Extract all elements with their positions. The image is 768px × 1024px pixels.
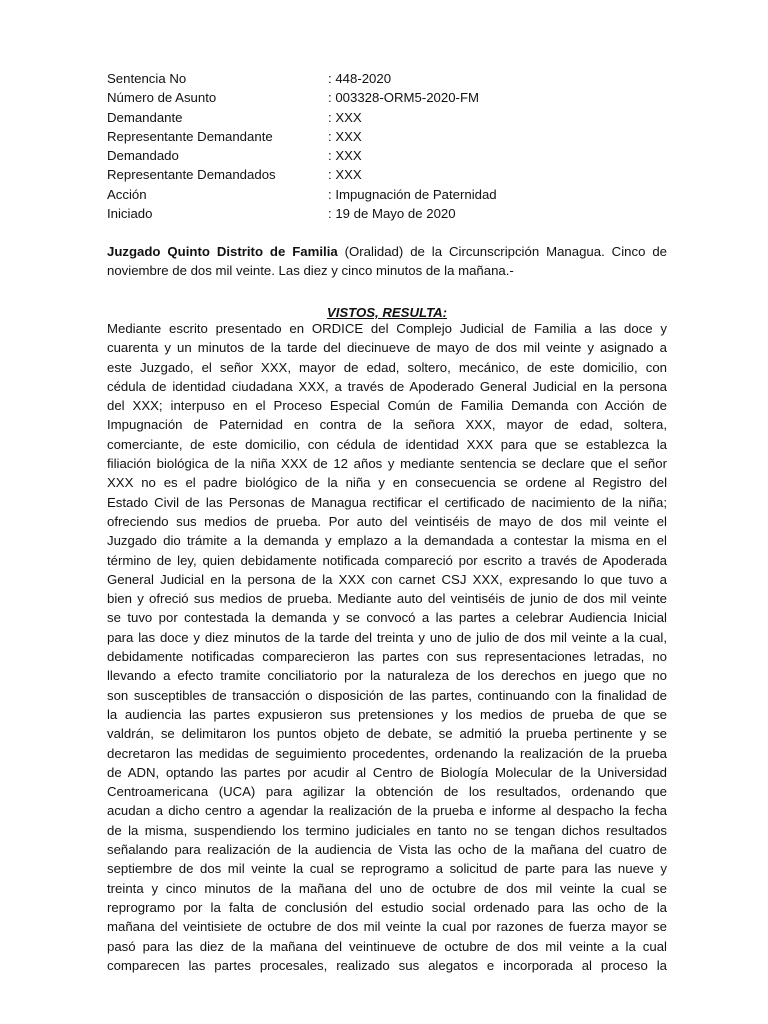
header-label: Representante Demandados — [107, 167, 276, 183]
body-line: bien y ofreció sus medios de prueba. Mediante auto del veintiséis de junio de dos mil veinte — [107, 591, 667, 607]
header-row-iniciado — [107, 204, 667, 223]
intro-line-2: noviembre de dos mil veinte. Las diez y cinco minutos de la mañana.- — [107, 263, 514, 279]
header-value: : XXX — [328, 148, 362, 164]
header-row-demandado — [107, 146, 667, 165]
header-label: Demandante — [107, 109, 183, 125]
header-value: : XXX — [328, 128, 362, 144]
header-label: Número de Asunto — [107, 90, 217, 106]
body-line: debidamente notificadas comparecieron las partes con sus representaciones letradas, no — [107, 649, 667, 665]
header-row-representante-demandante — [107, 127, 667, 146]
body-paragraph — [107, 319, 667, 975]
body-line: Mediante escrito presentado en ORDICE del Complejo Judicial de Familia a las doce y — [107, 321, 667, 336]
body-line: mañana del veintisiete de octubre de dos mil veinte la cual por razones de fuerza mayor se — [107, 919, 667, 935]
body-line: la audiencia las partes expusieron sus pretensiones y los medios de prueba de que se — [107, 706, 667, 722]
header-label: Representante Demandante — [107, 128, 273, 144]
header-row-demandante — [107, 108, 667, 127]
body-line: valdrán, se delimitaron los puntos objeto de debate, se admitió la prueba pertinente y se — [107, 726, 667, 742]
body-line: llevando a efecto tramite conciliatorio por la naturaleza de los derechos en juego que no — [107, 668, 667, 684]
body-line: comerciante, de este domicilio, con cédula de identidad XXX para que se establezca la — [107, 436, 667, 452]
body-line: de ADN, optando las partes por acudir al Centro de Biología Molecular de la Universidad — [107, 764, 667, 780]
intro-line-1 — [107, 242, 667, 261]
body-line: cuarenta y un minutos de la tarde del diecinueve de mayo de dos mil veinte y asignado a — [107, 340, 667, 356]
body-line: término de ley, quien debidamente notificada compareció por escrito a través de Apoderada — [107, 552, 667, 568]
header-value: : XXX — [328, 109, 362, 125]
body-line: XXX no es el padre biológico de la niña y en consecuencia se ordene al Registro del — [107, 475, 667, 491]
body-line: filiación biológica de la niña XXX de 12 años y mediante sentencia se declare que el señor — [107, 456, 667, 472]
body-line: General Judicial en la persona de la XXX con carnet CSJ XXX, expresando lo que tuvo a — [107, 571, 667, 587]
body-line: del XXX; interpuso en el Proceso Especial Común de Familia Demanda con Acción de — [107, 398, 667, 414]
body-line: Impugnación de Paternidad en contra de la señora XXX, mayor de edad, soltera, — [107, 417, 667, 433]
header-label: Demandado — [107, 148, 179, 164]
intro-line-1-rest: (Oralidad) de la Circunscripción Managua. Cinco de — [337, 244, 668, 259]
header-value: : 003328-ORM5-2020-FM — [328, 90, 479, 106]
intro-paragraph — [107, 242, 667, 281]
body-line: acudan a dicho centro a agendar la realización de la prueba e informe al despacho la fecha — [107, 803, 667, 819]
header-label: Acción — [107, 186, 147, 202]
header-row-numero-asunto — [107, 88, 667, 107]
body-line: ofreciendo sus medios de prueba. Por auto del veintiséis de mayo de dos mil veinte el — [107, 513, 667, 529]
section-heading-vistos-resulta: VISTOS, RESULTA: — [326, 305, 448, 320]
header-row-accion — [107, 185, 667, 204]
body-line: se tuvo por contestada la demanda y se convocó a las partes a celebrar Audiencia Inicial — [107, 610, 667, 626]
header-value: : XXX — [328, 167, 362, 183]
body-line: decretaron las medidas de seguimiento procedentes, ordenando la realización de la prueba — [107, 745, 667, 761]
header-value: : 19 de Mayo de 2020 — [328, 206, 456, 222]
body-line: cédula de identidad ciudadana XXX, a través de Apoderado General Judicial en la persona — [107, 378, 667, 394]
header-value: : 448-2020 — [328, 71, 392, 86]
body-line: señalando para realización de la audiencia de Vista las ocho de la mañana del cuatro de — [107, 842, 667, 858]
body-line: Estado Civil de las Personas de Managua rectificar el certificado de nacimiento de la niña; — [107, 494, 667, 510]
body-line: Centroamericana (UCA) para agilizar la obtención de los resultados, ordenando que — [107, 784, 667, 800]
court-name: Juzgado Quinto Distrito de Familia — [107, 244, 338, 259]
body-line: comparecen las partes procesales, realizado sus alegatos e incorporada al proceso la — [107, 957, 667, 973]
case-header-table — [107, 69, 667, 223]
body-line: Juzgado dio trámite a la demanda y emplazo a la demandada a contestar la misma en el — [107, 533, 667, 549]
body-line: de la misma, suspendiendo los termino judiciales en tanto no se tengan dichos resultados — [107, 822, 667, 838]
body-line: septiembre de dos mil veinte la cual se reprogramo a solicitud de parte para las nueve y — [107, 861, 667, 877]
body-line: pasó para las diez de la mañana del veintinueve de octubre de dos mil veinte a la cual — [107, 938, 667, 954]
header-row-representante-demandados — [107, 165, 667, 184]
body-line: son susceptibles de transacción o disposición de las partes, continuando con la finalidad de — [107, 687, 667, 703]
header-label: Iniciado — [107, 206, 153, 222]
body-line: para las doce y diez minutos de la tarde del treinta y uno de julio de dos mil veinte a la cual, — [107, 629, 667, 645]
body-line: treinta y cinco minutos de la mañana del uno de octubre de dos mil veinte la cual se — [107, 880, 667, 896]
header-label: Sentencia No — [107, 71, 187, 86]
header-value: : Impugnación de Paternidad — [328, 186, 497, 202]
body-line: este Juzgado, el señor XXX, mayor de edad, soltero, mecánico, de este domicilio, con — [107, 359, 667, 375]
header-row-sentencia — [107, 69, 667, 88]
body-line: reprogramo por la falta de conclusión del estudio social ordenado para las ocho de la — [107, 899, 667, 915]
